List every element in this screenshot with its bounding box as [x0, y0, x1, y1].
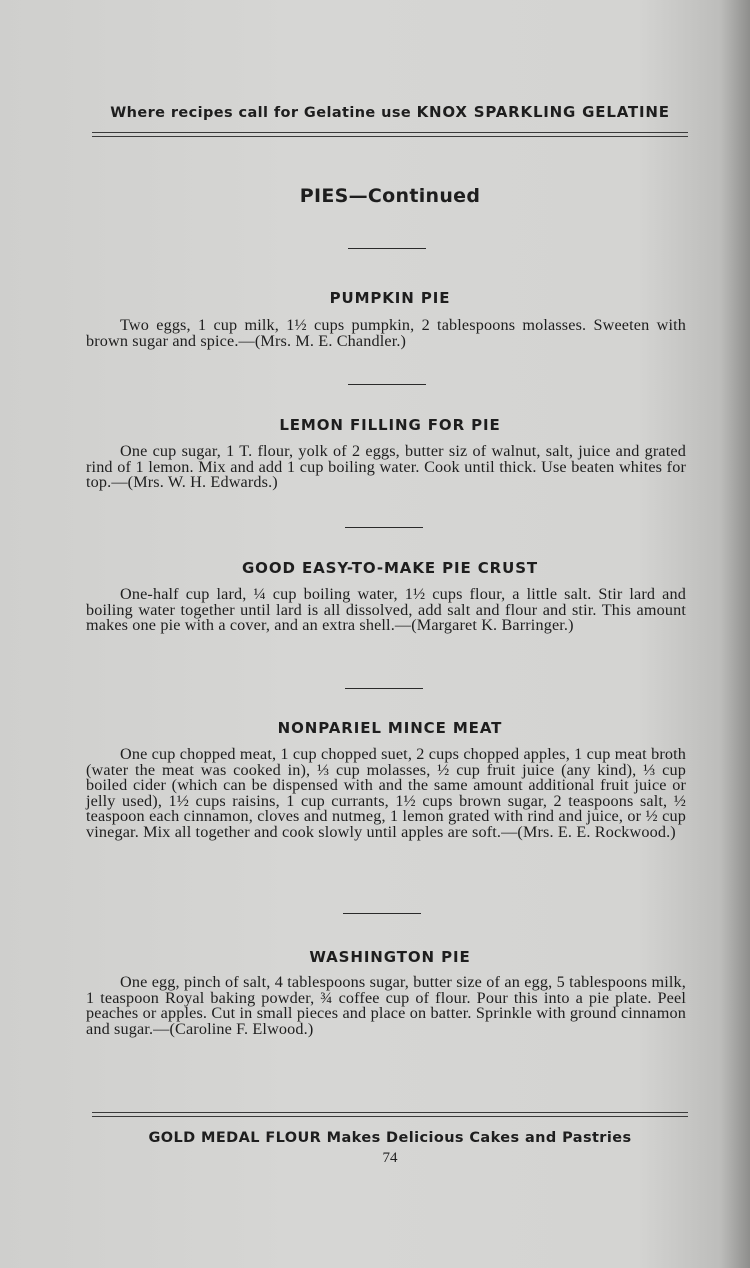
running-footer: GOLD MEDAL FLOUR Makes Delicious Cakes and Pastries — [148, 1130, 632, 1146]
recipe-title-mince-meat: NONPARIEL MINCE MEAT — [277, 719, 503, 737]
section-title: PIES—Continued — [299, 185, 481, 207]
divider-rule — [348, 248, 426, 249]
header-double-rule — [92, 132, 688, 137]
recipe-body-lemon-filling: One cup sugar, 1 T. flour, yolk of 2 eggs, butter siz of walnut, salt, juice and grated rind of 1 lemon. Mix and add 1 cup boiling water. Cook until thick. Use beaten whites for top.—(Mrs. W. H. Edwards.) — [86, 442, 686, 492]
recipe-body-washington-pie: One egg, pinch of salt, 4 tablespoons sugar, butter size of an egg, 5 tablespoons milk, 1 teaspoon Royal baking powder, ¾ coffee cup of flour. Pour this into a pie plate. Peel peaches or apples. Cut in small pieces and place on batter. Sprinkle with ground cinnamon and sugar.—(Caroline F. Elwood.) — [86, 973, 686, 1038]
running-header — [90, 103, 690, 121]
recipe-title-lemon-filling: LEMON FILLING FOR PIE — [279, 416, 501, 434]
recipe-body-pie-crust: One-half cup lard, ¼ cup boiling water, 1½ cups flour, a little salt. Stir lard and boiling water together until lard is all dissolved, add salt and flour and stir. This amount makes one pie with a cover, and an extra shell.—(Margaret K. Barringer.) — [86, 585, 686, 635]
recipe-title-pumpkin-pie: PUMPKIN PIE — [329, 289, 451, 307]
recipe-title-pie-crust: GOOD EASY-TO-MAKE PIE CRUST — [241, 559, 539, 577]
divider-rule — [348, 384, 426, 385]
divider-rule — [343, 913, 421, 914]
recipe-title-washington-pie: WASHINGTON PIE — [309, 948, 471, 966]
recipe-body-mince-meat: One cup chopped meat, 1 cup chopped suet, 2 cups chopped apples, 1 cup meat broth (water the meat was cooked in), ⅓ cup molasses, ½ cup fruit juice (any kind), ⅓ cup boiled cider (which can be dispensed with and the same amount additional fruit juice or jelly used), 1½ cups raisins, 1 cup currants, 1½ cups brown sugar, 2 teaspoons salt, ½ teaspoon each cinnamon, cloves and nutmeg, 1 lemon grated with rind and juice, or ½ cup vinegar. Mix all together and cook slowly until apples are soft.—(Mrs. E. E. Rockwood.) — [86, 745, 686, 841]
recipe-body-pumpkin-pie: Two eggs, 1 cup milk, 1½ cups pumpkin, 2 tablespoons molasses. Sweeten with brown sugar and spice.—(Mrs. M. E. Chandler.) — [86, 316, 686, 350]
footer-double-rule — [92, 1112, 688, 1117]
running-header-brand: KNOX SPARKLING GELATINE — [416, 103, 670, 121]
divider-rule — [345, 688, 423, 689]
divider-rule — [345, 527, 423, 528]
page-number: 74 — [382, 1150, 398, 1166]
running-header-text: Where recipes call for Gelatine use — [110, 105, 417, 121]
